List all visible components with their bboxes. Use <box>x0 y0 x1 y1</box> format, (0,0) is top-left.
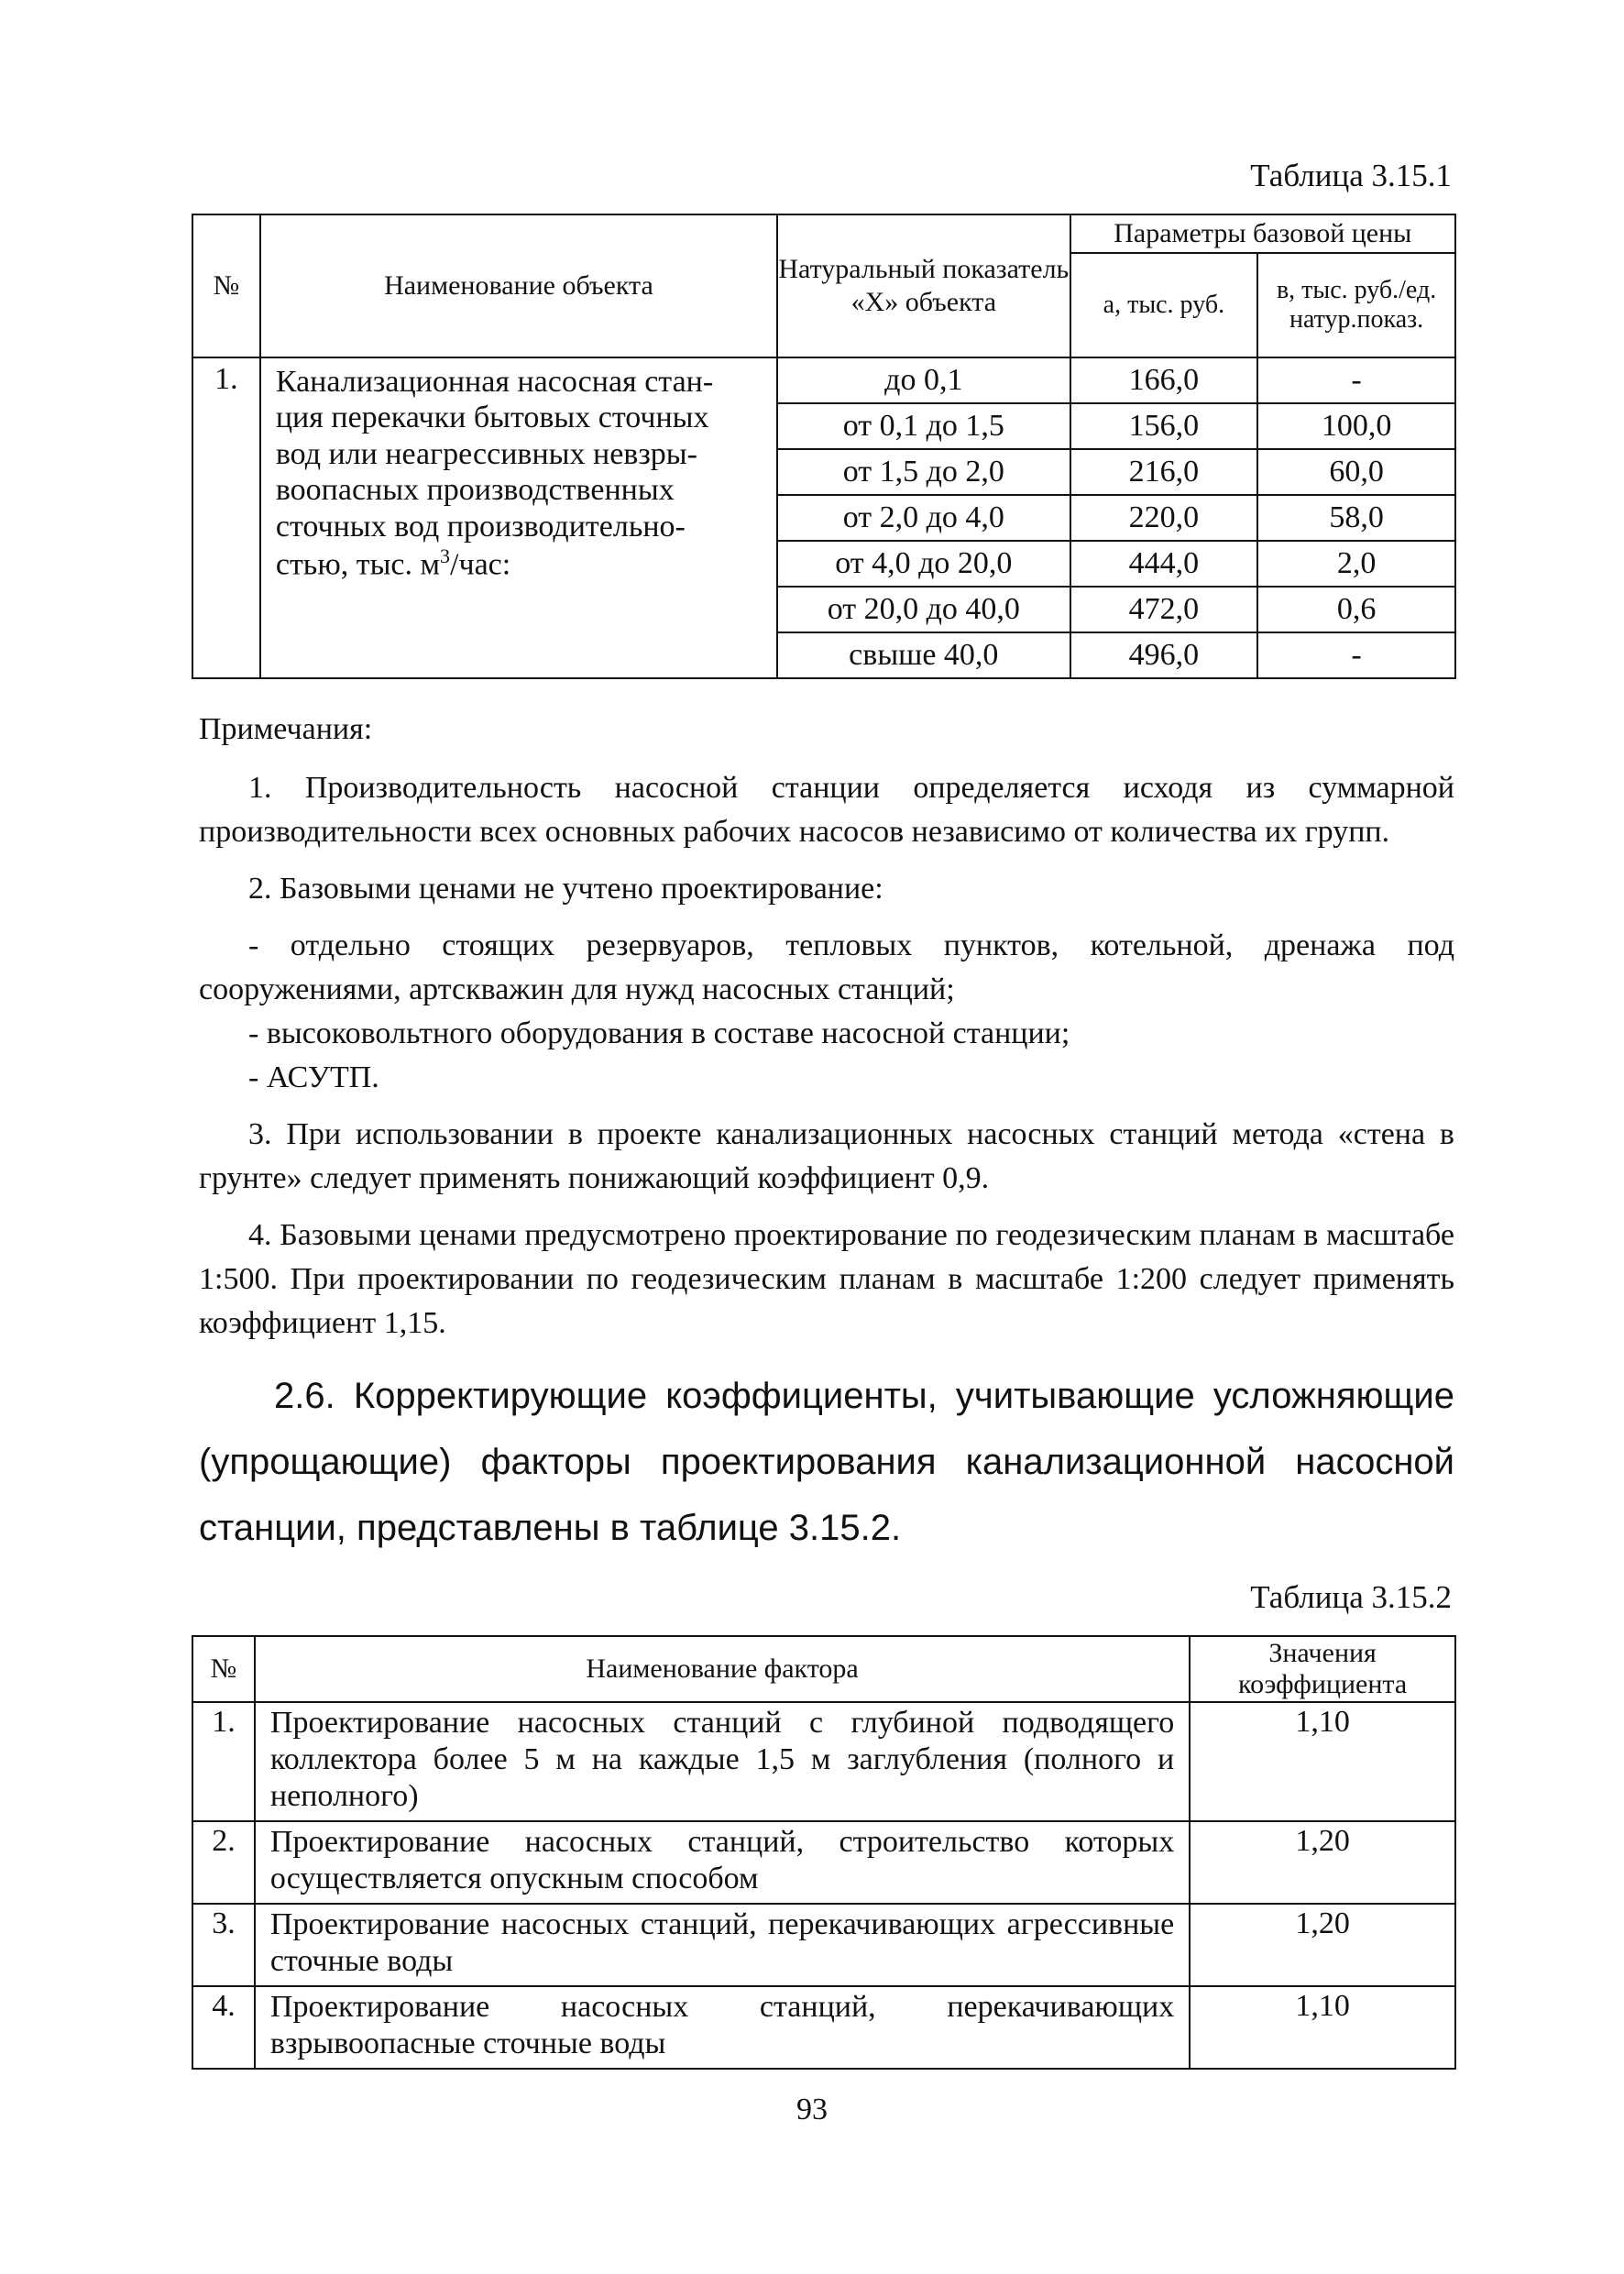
coefficient-value: 1,20 <box>1190 1821 1455 1904</box>
factor-name: Проектирование насосных станций, перекачивающих агрессивные сточные воды <box>255 1904 1190 1986</box>
coefficient-value: 1,10 <box>1190 1702 1455 1821</box>
value-b-cell: 100,0 <box>1257 403 1455 449</box>
factor-name: Проектирование насосных станций с глубиной подводящего коллектора более 5 м на каждые 1,5 м заглубления (полного и неполного) <box>255 1702 1190 1821</box>
note-item: - АСУТП. <box>248 1060 379 1094</box>
value-a-cell: 444,0 <box>1070 541 1258 587</box>
header-param-b: в, тыс. руб./ед. натур.показ. <box>1257 253 1455 357</box>
value-b-cell: 2,0 <box>1257 541 1455 587</box>
row-number: 1. <box>192 1702 255 1821</box>
value-a-cell: 496,0 <box>1070 632 1258 678</box>
notes-label: Примечания: <box>199 712 373 746</box>
coefficient-table <box>192 1635 1456 2070</box>
factor-name: Проектирование насосных станций, строительство которых осуществляется опускным способом <box>255 1821 1190 1904</box>
range-cell: от 1,5 до 2,0 <box>777 449 1070 495</box>
row-number: 4. <box>192 1986 255 2069</box>
range-cell: от 2,0 до 4,0 <box>777 495 1070 541</box>
range-cell: до 0,1 <box>777 357 1070 403</box>
header-num: № <box>192 1636 255 1702</box>
object-name-line: ция перекачки бытовых сточных <box>275 401 709 435</box>
header-param-a: а, тыс. руб. <box>1070 253 1258 357</box>
range-cell: от 4,0 до 20,0 <box>777 541 1070 587</box>
object-name <box>260 357 777 678</box>
row-number: 1. <box>192 357 260 678</box>
page-number: 93 <box>796 2093 828 2126</box>
factor-name: Проектирование насосных станций, перекачивающих взрывоопасные сточные воды <box>255 1986 1190 2069</box>
value-b-cell: - <box>1257 357 1455 403</box>
header-price-params: Параметры базовой цены <box>1070 214 1455 253</box>
object-name-line: Канализационная насосная стан- <box>275 365 714 399</box>
range-cell: от 20,0 до 40,0 <box>777 587 1070 632</box>
unit-tail: /час: <box>450 547 511 582</box>
header-coefficient: Значения коэффициента <box>1190 1636 1455 1702</box>
range-cell: от 0,1 до 1,5 <box>777 403 1070 449</box>
note-item: 1. Производительность насосной станции определяется исходя из суммарной производительности всех основных рабочих насосов независимо от количества их групп. <box>199 771 1454 849</box>
note-item: 4. Базовыми ценами предусмотрено проектирование по геодезическим планам в масштабе 1:500. При проектировании по геодезическим планам в масштабе 1:200 следует применять коэффициент 1,15. <box>199 1218 1454 1340</box>
row-number: 3. <box>192 1904 255 1986</box>
value-b-cell: 0,6 <box>1257 587 1455 632</box>
table-caption: Таблица 3.15.2 <box>1250 1579 1452 1615</box>
unit-superscript: 3 <box>440 544 451 568</box>
notes <box>199 708 1454 1346</box>
range-cell: свыше 40,0 <box>777 632 1070 678</box>
header-object-name: Наименование объекта <box>260 214 777 357</box>
table-caption: Таблица 3.15.1 <box>1250 158 1452 193</box>
value-b-cell: 60,0 <box>1257 449 1455 495</box>
note-item: 2. Базовыми ценами не учтено проектирование: <box>248 872 883 906</box>
base-price-table <box>192 214 1456 679</box>
object-name-line: вод или неагрессивных невзры- <box>275 436 697 471</box>
object-name-line: стью, тыс. м <box>275 547 441 582</box>
header-num: № <box>192 214 260 357</box>
value-a-cell: 166,0 <box>1070 357 1258 403</box>
row-number: 2. <box>192 1821 255 1904</box>
object-name-line: сточных вод производительно- <box>275 509 686 544</box>
note-item: 3. При использовании в проекте канализационных насосных станций метода «стена в грунте» следует применять понижающий коэффициент 0,9. <box>199 1117 1454 1195</box>
coefficient-value: 1,10 <box>1190 1986 1455 2069</box>
header-factor-name: Наименование фактора <box>255 1636 1190 1702</box>
value-a-cell: 216,0 <box>1070 449 1258 495</box>
value-b-cell: - <box>1257 632 1455 678</box>
note-item: - отдельно стоящих резервуаров, тепловых пунктов, котельной, дренажа под сооружениями, артскважин для нужд насосных станций; <box>199 928 1454 1006</box>
value-b-cell: 58,0 <box>1257 495 1455 541</box>
note-item: - высоковольтного оборудования в составе насосной станции; <box>248 1016 1070 1050</box>
object-name-line: воопасных производственных <box>275 473 675 508</box>
value-a-cell: 472,0 <box>1070 587 1258 632</box>
value-a-cell: 156,0 <box>1070 403 1258 449</box>
header-natural-indicator: Натуральный показатель «Х» объекта <box>777 214 1070 357</box>
coefficient-value: 1,20 <box>1190 1904 1455 1986</box>
section-paragraph: 2.6. Корректирующие коэффициенты, учитывающие усложняющие (упрощающие) факторы проектирования канализационной насосной станции, представлены в таблице 3.15.2. <box>199 1376 1454 1548</box>
value-a-cell: 220,0 <box>1070 495 1258 541</box>
